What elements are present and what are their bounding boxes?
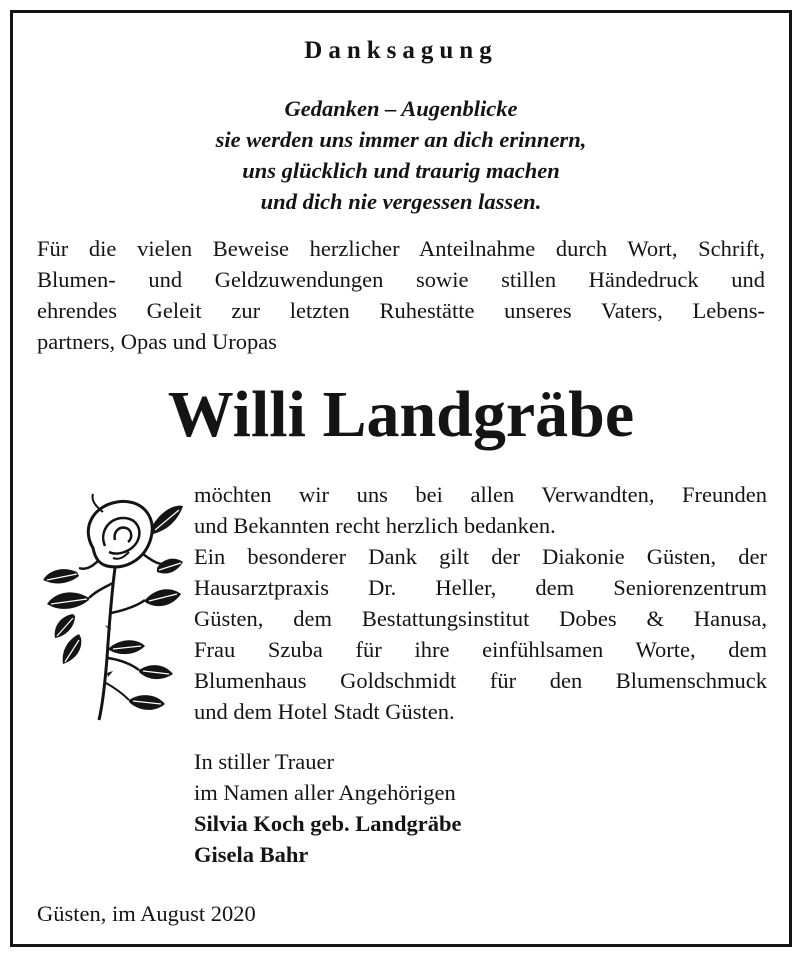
thanks-line: Blumenhaus Goldschmidt für den Blumenschmuck (194, 668, 767, 693)
place-date: Güsten, im August 2020 (37, 901, 256, 926)
poem-line: Gedanken – Augenblicke (284, 96, 518, 121)
notice-frame (10, 10, 792, 947)
deceased-name: Willi Landgräbe (167, 378, 635, 451)
intro-line: Für die vielen Beweise herzlicher Anteilnahme durch Wort, Schrift, (37, 236, 765, 261)
poem-line: sie werden uns immer an dich erinnern, (215, 127, 587, 152)
notice-content (13, 13, 789, 944)
intro-line: ehrendes Geleit zur letzten Ruhestätte unseres Vaters, Lebens- (37, 298, 765, 323)
poem (13, 93, 789, 217)
notice-title: Danksagung (304, 37, 498, 64)
intro-line: partners, Opas und Uropas (37, 329, 277, 354)
rose-icon (33, 488, 183, 723)
thanks-line: möchten wir uns bei allen Verwandten, Freunden (194, 482, 767, 507)
closing-block (194, 746, 694, 870)
relatives-line: im Namen aller Angehörigen (194, 780, 456, 805)
thanks-line: und Bekannten recht herzlich bedanken. (194, 513, 556, 538)
thanks-paragraph (194, 479, 767, 727)
signer-name: Silvia Koch geb. Landgräbe (194, 811, 462, 836)
thanks-line: Güsten, dem Bestattungsinstitut Dobes & Hanusa, (194, 606, 767, 631)
signer-name: Gisela Bahr (194, 842, 309, 867)
intro-line: Blumen- und Geldzuwendungen sowie stillen Händedruck und (37, 267, 765, 292)
intro-paragraph (37, 233, 765, 357)
mourning-line: In stiller Trauer (194, 749, 334, 774)
thanks-line: Hausarztpraxis Dr. Heller, dem Seniorenzentrum (194, 575, 767, 600)
poem-line: uns glücklich und traurig machen (242, 158, 560, 183)
poem-line: und dich nie vergessen lassen. (260, 189, 542, 214)
thanks-line: Frau Szuba für ihre einfühlsamen Worte, dem (194, 637, 767, 662)
thanks-line: und dem Hotel Stadt Güsten. (194, 699, 455, 724)
thanks-line: Ein besonderer Dank gilt der Diakonie Güsten, der (194, 544, 767, 569)
